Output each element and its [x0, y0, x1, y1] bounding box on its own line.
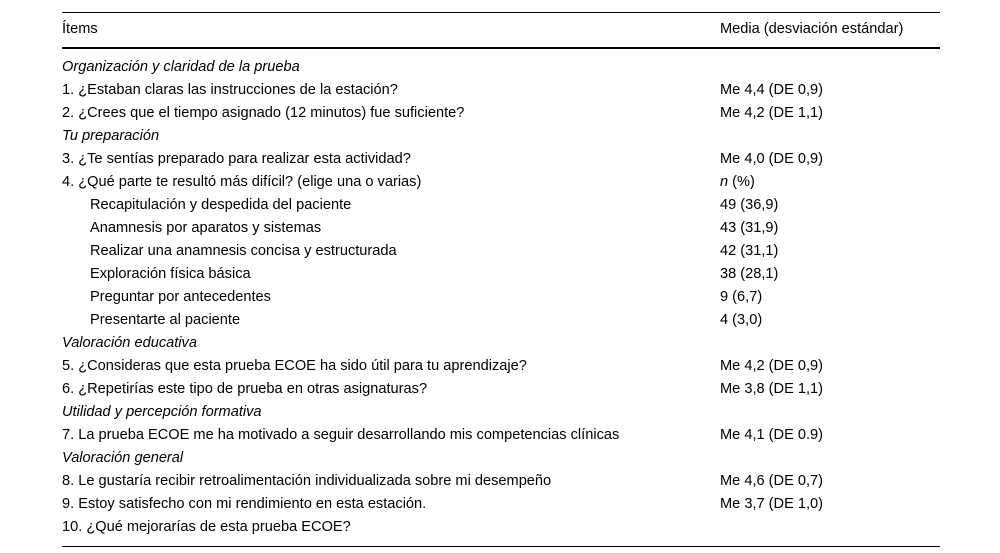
- table-bottom-rule: [62, 546, 940, 547]
- value-text: (%): [728, 174, 755, 190]
- value-cell: [720, 309, 940, 332]
- question-label: 7. La prueba ECOE me ha motivado a seguir desarrollando mis competencias clínicas: [62, 427, 620, 443]
- section-heading-label: Valoración educativa: [62, 335, 197, 351]
- value-cell: [720, 49, 940, 79]
- table-row: [62, 447, 940, 470]
- table-row: [62, 286, 940, 309]
- column-header-value: Media (desviación estándar): [720, 21, 904, 37]
- sub-option-cell: [62, 263, 720, 286]
- value-text: Me 4,4 (DE 0,9): [720, 82, 824, 98]
- value-text: Me 4,2 (DE 0,9): [720, 358, 824, 374]
- table-row: [62, 263, 940, 286]
- sub-option-cell: [62, 309, 720, 332]
- section-heading: [62, 125, 720, 148]
- table-row: [62, 401, 940, 424]
- question-label: 10. ¿Qué mejorarías de esta prueba ECOE?: [62, 519, 351, 535]
- sub-option-cell: [62, 194, 720, 217]
- value-text: 49 (36,9): [720, 197, 779, 213]
- table-row: [62, 424, 940, 447]
- table-row: [62, 332, 940, 355]
- question-label: 3. ¿Te sentías preparado para realizar esta actividad?: [62, 151, 411, 167]
- value-text: 43 (31,9): [720, 220, 779, 236]
- question-label: 8. Le gustaría recibir retroalimentación individualizada sobre mi desempeño: [62, 473, 552, 489]
- value-cell: [720, 332, 940, 355]
- value-cell: [720, 286, 940, 309]
- table-row: [62, 79, 940, 102]
- table-row: [62, 49, 940, 79]
- value-cell: [720, 102, 940, 125]
- value-text: 38 (28,1): [720, 266, 779, 282]
- question-label: 1. ¿Estaban claras las instrucciones de la estación?: [62, 82, 398, 98]
- sub-option-cell: [62, 240, 720, 263]
- value-text: Me 3,7 (DE 1,0): [720, 496, 824, 512]
- table-row: [62, 355, 940, 378]
- section-heading: [62, 401, 720, 424]
- value-text: Me 3,8 (DE 1,1): [720, 381, 824, 397]
- question-label: 5. ¿Consideras que esta prueba ECOE ha sido útil para tu aprendizaje?: [62, 358, 527, 374]
- value-cell: [720, 263, 940, 286]
- table-row: [62, 516, 940, 546]
- question-cell: [62, 516, 720, 546]
- table-header-row: [62, 13, 940, 47]
- value-text: 42 (31,1): [720, 243, 779, 259]
- items-statistics-body: [62, 49, 940, 546]
- value-text: Me 4,6 (DE 0,7): [720, 473, 824, 489]
- value-cell: [720, 355, 940, 378]
- value-cell: [720, 125, 940, 148]
- value-text: Me 4,0 (DE 0,9): [720, 151, 824, 167]
- value-cell: [720, 79, 940, 102]
- value-text: Me 4,1 (DE 0.9): [720, 427, 824, 443]
- column-header-items: Ítems: [62, 21, 98, 37]
- table-row: [62, 378, 940, 401]
- section-heading: [62, 49, 720, 79]
- question-label: 9. Estoy satisfecho con mi rendimiento en esta estación.: [62, 496, 427, 512]
- question-label: 4. ¿Qué parte te resultó más difícil? (elige una o varias): [62, 174, 422, 190]
- table-row: [62, 217, 940, 240]
- sub-option-label: Presentarte al paciente: [90, 312, 241, 328]
- question-cell: [62, 424, 720, 447]
- question-cell: [62, 470, 720, 493]
- table-row: [62, 171, 940, 194]
- question-label: 2. ¿Crees que el tiempo asignado (12 minutos) fue suficiente?: [62, 105, 465, 121]
- section-heading-label: Valoración general: [62, 450, 184, 466]
- question-cell: [62, 148, 720, 171]
- value-cell: [720, 240, 940, 263]
- section-heading-label: Tu preparación: [62, 128, 160, 144]
- question-label: 6. ¿Repetirías este tipo de prueba en otras asignaturas?: [62, 381, 428, 397]
- section-heading-label: Organización y claridad de la prueba: [62, 59, 300, 75]
- value-cell: [720, 493, 940, 516]
- value-cell: [720, 378, 940, 401]
- value-text: Me 4,2 (DE 1,1): [720, 105, 824, 121]
- value-text: 4 (3,0): [720, 312, 763, 328]
- sub-option-label: Anamnesis por aparatos y sistemas: [90, 220, 322, 236]
- question-cell: [62, 79, 720, 102]
- section-heading: [62, 447, 720, 470]
- value-cell: [720, 194, 940, 217]
- value-cell: [720, 401, 940, 424]
- table-row: [62, 309, 940, 332]
- table-row: [62, 148, 940, 171]
- value-cell: [720, 516, 940, 546]
- table-row: [62, 125, 940, 148]
- sub-option-label: Preguntar por antecedentes: [90, 289, 271, 305]
- table-row: [62, 493, 940, 516]
- sub-option-label: Exploración física básica: [90, 266, 251, 282]
- question-cell: [62, 378, 720, 401]
- value-cell: [720, 171, 940, 194]
- section-heading-label: Utilidad y percepción formativa: [62, 404, 262, 420]
- sub-option-label: Recapitulación y despedida del paciente: [90, 197, 352, 213]
- value-text: 9 (6,7): [720, 289, 763, 305]
- table-container: [62, 12, 940, 547]
- question-cell: [62, 171, 720, 194]
- question-cell: [62, 493, 720, 516]
- question-cell: [62, 102, 720, 125]
- sub-option-label: Realizar una anamnesis concisa y estructurada: [90, 243, 397, 259]
- value-cell: [720, 424, 940, 447]
- table-row: [62, 240, 940, 263]
- items-statistics-table: [62, 13, 940, 47]
- section-heading: [62, 332, 720, 355]
- table-header: [62, 13, 940, 47]
- question-cell: [62, 355, 720, 378]
- value-cell: [720, 148, 940, 171]
- table-row: [62, 470, 940, 493]
- table-body: [62, 49, 940, 546]
- value-italic-symbol: n: [720, 174, 729, 190]
- table-row: [62, 102, 940, 125]
- value-cell: [720, 217, 940, 240]
- value-cell: [720, 447, 940, 470]
- value-cell: [720, 470, 940, 493]
- sub-option-cell: [62, 217, 720, 240]
- sub-option-cell: [62, 286, 720, 309]
- table-row: [62, 194, 940, 217]
